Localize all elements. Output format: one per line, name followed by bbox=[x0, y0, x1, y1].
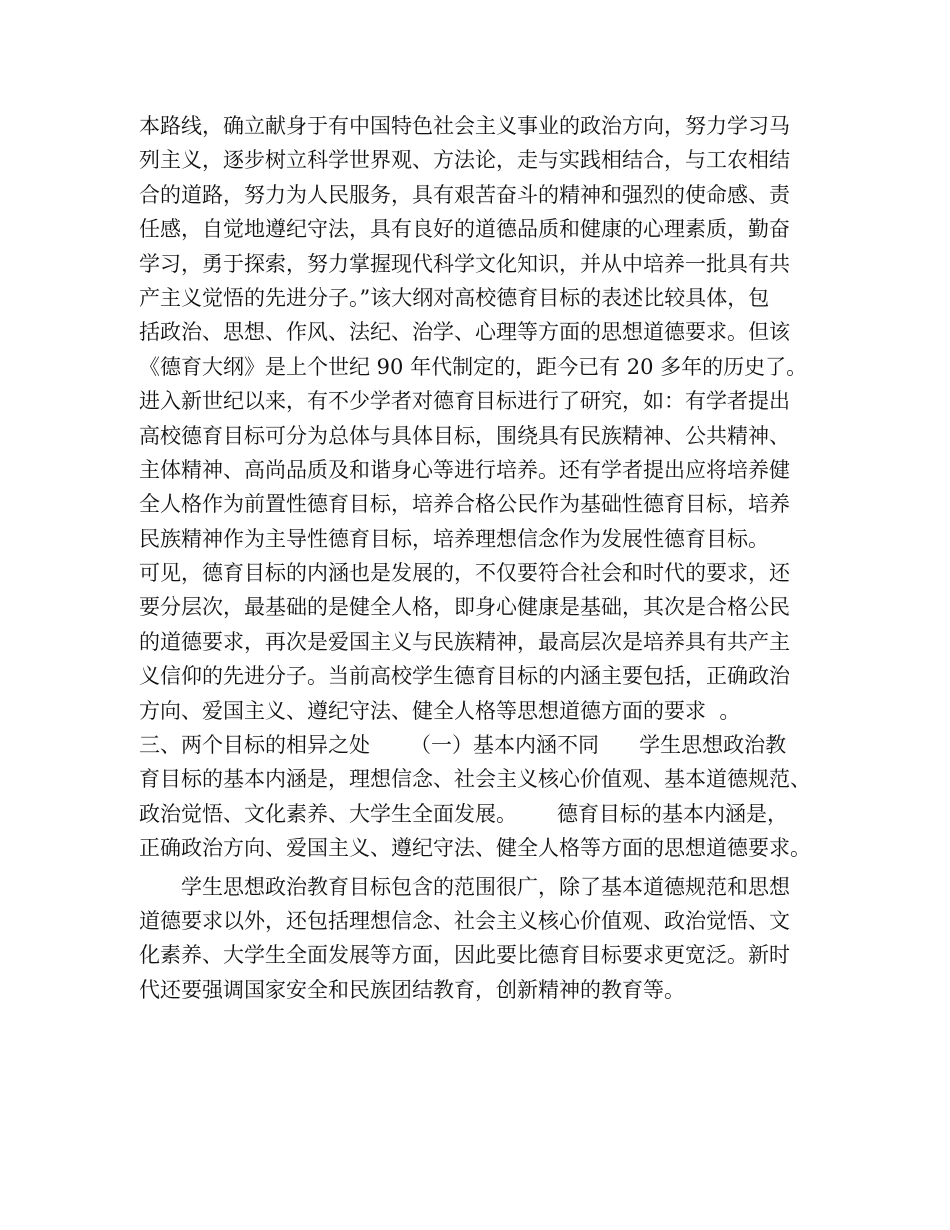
text-line: 任感，自觉地遵纪守法，具有良好的道德品质和健康的心理素质，勤奋 bbox=[139, 217, 790, 242]
text-line: 方向、爱国主义、遵纪守法、健全人格等思想道德方面的要求 。 bbox=[139, 698, 741, 723]
text-line: 列主义，逐步树立科学世界观、方法论，走与实践相结合，与工农相结 bbox=[139, 148, 790, 173]
text-line: 可见，德育目标的内涵也是发展的，不仅要符合社会和时代的要求，还 bbox=[139, 561, 790, 586]
text-line: 高校德育目标可分为总体与具体目标，围绕具有民族精神、公共精神、 bbox=[139, 423, 790, 448]
text-line: 主体精神、高尚品质及和谐身心等进行培养。还有学者提出应将培养健 bbox=[139, 457, 790, 482]
body-text bbox=[139, 109, 839, 1007]
text-line: 的道德要求，再次是爱国主义与民族精神，最高层次是培养具有共产主 bbox=[139, 629, 790, 654]
text-line: 代还要强调国家安全和民族团结教育，创新精神的教育等。 bbox=[139, 977, 685, 1002]
text-line: 义信仰的先进分子。当前高校学生德育目标的内涵主要包括，正确政治 bbox=[139, 664, 790, 689]
text-line: 《德育大纲》是上个世纪 90 年代制定的，距今已有 20 多年的历史了。 bbox=[139, 354, 808, 379]
text-line: 道德要求以外，还包括理想信念、社会主义核心价值观、政治觉悟、文 bbox=[139, 908, 790, 933]
text-line: 要分层次，最基础的是健全人格，即身心健康是基础，其次是合格公民 bbox=[139, 595, 790, 620]
text-line: 合的道路，努力为人民服务，具有艰苦奋斗的精神和强烈的使命感、责 bbox=[139, 182, 790, 207]
text-line: 育目标的基本内涵是，理想信念、社会主义核心价值观、基本道德规范、 bbox=[139, 767, 811, 792]
text-line: 全人格作为前置性德育目标，培养合格公民作为基础性德育目标，培养 bbox=[139, 492, 790, 517]
text-line: 化素养、大学生全面发展等方面，因此要比德育目标要求更宽泛。新时 bbox=[139, 943, 790, 968]
text-line: 括政治、思想、作风、法纪、治学、心理等方面的思想道德要求。但该 bbox=[139, 320, 790, 345]
text-line: 学习，勇于探索，努力掌握现代科学文化知识，并从中培养一批具有共 bbox=[139, 251, 790, 276]
text-line: 正确政治方向、爱国主义、遵纪守法、健全人格等方面的思想道德要求。 bbox=[139, 836, 811, 861]
text-line: 民族精神作为主导性德育目标，培养理想信念作为发展性德育目标。 bbox=[139, 526, 769, 551]
text-line: 政治觉悟、文化素养、大学生全面发展。 德育目标的基本内涵是， bbox=[139, 801, 789, 826]
text-line: 本路线，确立献身于有中国特色社会主义事业的政治方向，努力学习马 bbox=[139, 114, 790, 138]
paragraph-first-line: 学生思想政治教育目标包含的范围很广，除了基本道德规范和思想 bbox=[181, 874, 790, 899]
text-line: 进入新世纪以来，有不少学者对德育目标进行了研究，如：有学者提出 bbox=[139, 389, 790, 414]
text-line: 产主义觉悟的先进分子。”该大纲对高校德育目标的表述比较具体，包 bbox=[139, 285, 770, 310]
text-line: 三、两个目标的相异之处 （一）基本内涵不同 学生思想政治教 bbox=[139, 733, 787, 758]
